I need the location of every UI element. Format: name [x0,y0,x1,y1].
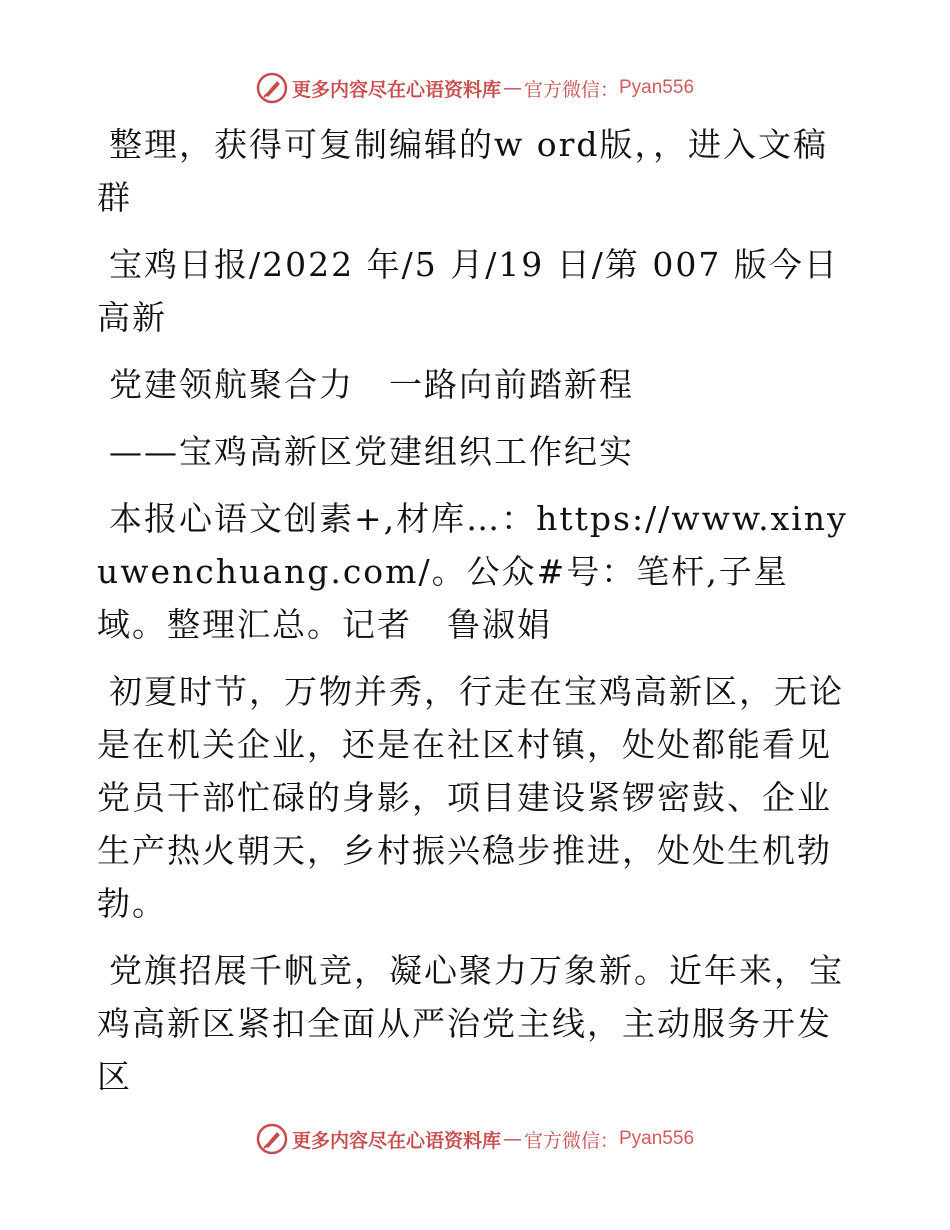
banner-wechat-id: Pyan556 [619,77,695,98]
banner-wechat-id: Pyan556 [619,1128,695,1149]
paragraph: 初夏时节，万物并秀，行走在宝鸡高新区，无论是在机关企业，还是在社区村镇，处处都能看见党员干部忙碌的身影，项目建设紧锣密鼓、企业生产热火朝天，乡村振兴稳步推进，处处生机勃勃。 [97,672,844,923]
banner-wechat-label: 官方微信： [523,1129,619,1152]
byline-paragraph: 本报心语文创素+,材库…：https://www.xinyuwenchuang.com/。公众#号：笔杆,子星域。整理汇总。记者 鲁淑娟 [97,499,848,644]
quill-pen-logo-icon [256,72,288,104]
paragraph: 党旗招展千帆竞，凝心聚力万象新。近年来，宝鸡高新区紧扣全面从严治党主线，主动服务开发区 [97,951,844,1096]
paragraph: 整理，获得可复制编辑的w ord版，，进入文稿群 [97,125,829,217]
banner-separator: — [502,77,522,99]
header-watermark-banner [0,72,950,104]
banner-separator: — [502,1128,522,1150]
footer-watermark-banner [0,1123,950,1155]
paragraph: 宝鸡日报/2022 年/5 月/19 日/第 007 版今日高新 [97,245,839,337]
article-subtitle: ——宝鸡高新区党建组织工作纪实 [109,432,634,471]
article-title: 党建领航聚合力 一路向前踏新程 [109,365,634,404]
document-body [97,118,857,1117]
banner-wechat-label: 官方微信： [523,78,619,101]
banner-brand-text: 更多内容尽在心语资料库 [291,1129,501,1152]
banner-brand-text: 更多内容尽在心语资料库 [291,78,501,101]
quill-pen-logo-icon [256,1123,288,1155]
